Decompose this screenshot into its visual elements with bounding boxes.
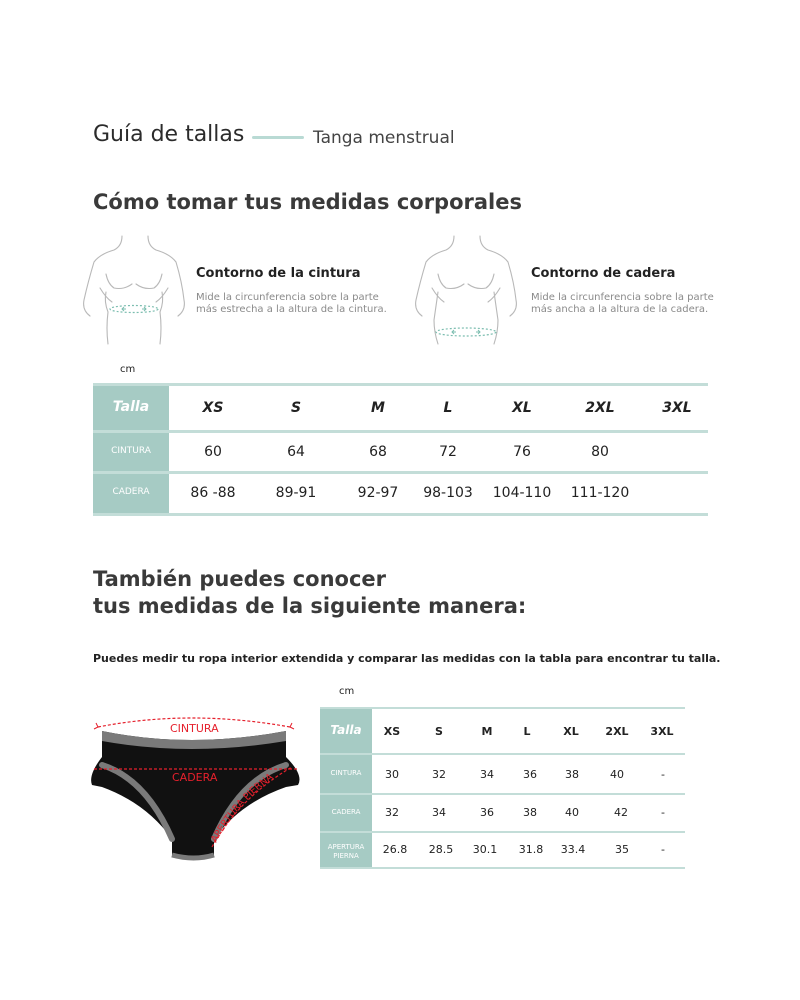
- table1-cell: 111-120: [570, 485, 630, 501]
- unit-label-table2: cm: [339, 686, 355, 697]
- table1-cell: 60: [204, 444, 222, 460]
- table2-size-header: 2XL: [605, 725, 629, 738]
- table1-cell: 86 -88: [190, 485, 236, 501]
- section-heading-line-1: También puedes conocer: [93, 567, 387, 591]
- table1-cell: 68: [369, 444, 387, 460]
- garment-size-table: [320, 707, 685, 869]
- waist-measure-description: Mide la circunferencia sobre la parte más estrecha a la altura de la cintura.: [196, 292, 387, 315]
- table2-border: [320, 831, 685, 833]
- table2-cell: 31.8: [518, 843, 544, 856]
- table1-size-header: XS: [202, 400, 224, 416]
- section-heading-body-measures: Cómo tomar tus medidas corporales: [93, 190, 522, 214]
- table2-cell: 34: [480, 768, 494, 781]
- table2-row-label-leg-2: PIERNA: [333, 852, 359, 860]
- table1-size-header: M: [371, 400, 385, 416]
- table2-cell: 26.8: [382, 843, 408, 856]
- table1-row-label-hip: CADERA: [112, 487, 150, 497]
- table1-size-header: XL: [512, 400, 532, 416]
- page-subtitle: Tanga menstrual: [313, 128, 455, 148]
- section-heading-line-2: tus medidas de la siguiente manera:: [93, 594, 527, 618]
- unit-label-table1: cm: [120, 364, 136, 375]
- hip-measure-description: Mide la circunferencia sobre la parte más ancha a la altura de la cadera.: [531, 292, 714, 315]
- table2-size-header: M: [481, 725, 493, 738]
- table1-label-column: [93, 383, 169, 516]
- table2-cell: 38: [523, 806, 537, 819]
- table2-size-header: XL: [563, 725, 579, 738]
- waist-measure-title: Contorno de la cintura: [196, 266, 361, 281]
- table2-cell: 36: [480, 806, 494, 819]
- table2-size-header: S: [435, 725, 443, 738]
- garment-label-hip: CADERA: [172, 771, 218, 784]
- body-size-table: [93, 383, 708, 516]
- table1-size-header: 2XL: [585, 400, 615, 416]
- table2-row-label-leg-1: APERTURA: [327, 843, 365, 851]
- table1-border: [93, 430, 708, 433]
- table2-cell: -: [661, 768, 665, 781]
- table2-border: [320, 867, 685, 869]
- table2-cell: 38: [565, 768, 579, 781]
- table2-cell: 40: [565, 806, 579, 819]
- page-title: Guía de tallas: [93, 122, 245, 147]
- table2-header-label: Talla: [330, 723, 362, 737]
- table2-cell: 32: [385, 806, 399, 819]
- table2-border: [320, 753, 685, 755]
- table1-border: [93, 513, 708, 516]
- table2-border: [320, 793, 685, 795]
- table1-row-label-waist: CINTURA: [111, 446, 151, 456]
- table2-cell: 42: [614, 806, 628, 819]
- table1-cell: 76: [513, 444, 531, 460]
- table2-cell: 33.4: [560, 843, 586, 856]
- table1-size-header: 3XL: [662, 400, 692, 416]
- table2-cell: -: [661, 843, 665, 856]
- table2-size-header: L: [523, 725, 531, 738]
- table1-cell: 89-91: [275, 485, 317, 501]
- table2-cell: 35: [615, 843, 629, 856]
- garment-illustration: [90, 715, 305, 865]
- instruction-note: Puedes medir tu ropa interior extendida y comparar las medidas con la tabla para encontrar tu talla.: [93, 652, 721, 665]
- table1-cell: 64: [287, 444, 305, 460]
- table2-cell: 28.5: [428, 843, 454, 856]
- table2-cell: 32: [432, 768, 446, 781]
- table1-header-label: Talla: [112, 399, 150, 415]
- table2-cell: 30: [385, 768, 399, 781]
- waist-body-illustration: [78, 232, 188, 352]
- table2-cell: -: [661, 806, 665, 819]
- table2-cell: 34: [432, 806, 446, 819]
- table2-row-label-hip: CADERA: [331, 808, 361, 816]
- table1-cell: 92-97: [357, 485, 399, 501]
- table1-border: [93, 471, 708, 474]
- table1-cell: 80: [591, 444, 609, 460]
- garment-label-leg: APERTURA PIERNA: [209, 771, 276, 845]
- table2-border: [320, 707, 685, 709]
- table1-size-header: S: [290, 400, 302, 416]
- section-heading-garment-measures: [93, 566, 526, 620]
- table2-label-column: [320, 707, 372, 869]
- table2-cell: 36: [523, 768, 537, 781]
- table2-size-header: XS: [383, 725, 401, 738]
- hip-body-illustration: [410, 232, 520, 352]
- garment-label-waist: CINTURA: [170, 722, 219, 735]
- table2-cell: 40: [610, 768, 624, 781]
- table2-cell: 30.1: [472, 843, 498, 856]
- title-divider: [252, 136, 304, 139]
- hip-measure-title: Contorno de cadera: [531, 266, 676, 281]
- table1-cell: 104-110: [492, 485, 552, 501]
- table2-size-header: 3XL: [650, 725, 674, 738]
- table1-cell: 98-103: [423, 485, 473, 501]
- table1-cell: 72: [439, 444, 457, 460]
- table1-border: [93, 383, 708, 386]
- table2-row-label-waist: CINTURA: [330, 769, 362, 777]
- table1-size-header: L: [443, 400, 453, 416]
